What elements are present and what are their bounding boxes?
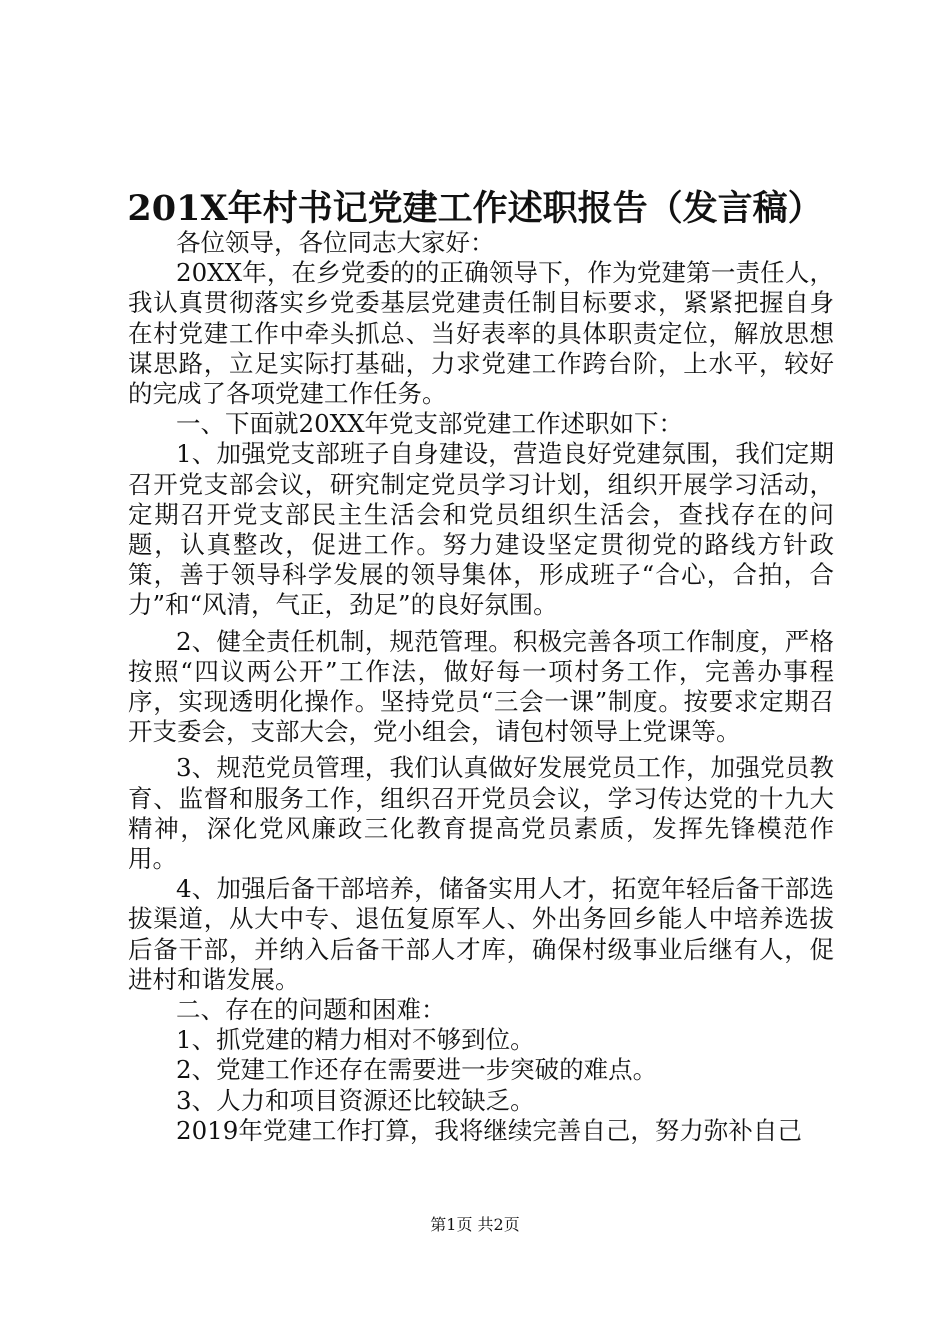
document-body — [128, 228, 834, 1146]
section-heading-2: 二、存在的问题和困难： — [176, 995, 446, 1025]
problem-item-3: 3、人力和项目资源还比较缺乏。 — [176, 1085, 535, 1115]
intro-paragraph: 20XX年，在乡党委的的正确领导下，作为党建第一责任人，我认真贯彻落实乡党委基层党建责任制目标要求，紧紧把握自身在村党建工作中牵头抓总、当好表率的具体职责定位，解放思想谋思路，立足实际打基础，力求党建工作跨台阶，上水平，较好的完成了各项党建工作任务。 — [128, 258, 834, 409]
problem-item-1: 1、抓党建的精力相对不够到位。 — [176, 1025, 535, 1055]
section-heading-1: 一、下面就20XX年党支部党建工作述职如下： — [176, 409, 684, 439]
item-paragraph-3: 3、规范党员管理，我们认真做好发展党员工作，加强党员教育、监督和服务工作，组织召开党员会议，学习传达党的十九大精神，深化党风廉政三化教育提高党员素质，发挥先锋模范作用。 — [128, 753, 834, 874]
plan-paragraph: 2019年党建工作打算，我将继续完善自己，努力弥补自己 — [176, 1115, 802, 1145]
item-paragraph-1: 1、加强党支部班子自身建设，营造良好党建氛围，我们定期召开党支部会议，研究制定党员学习计划，组织开展学习活动，定期召开党支部民主生活会和党员组织生活会，查找存在的问题，认真整改，促进工作。努力建设坚定贯彻党的路线方针政策，善于领导科学发展的领导集体，形成班子“合心，合拍，合力”和“风清，气正，劲足”的良好氛围。 — [128, 439, 834, 620]
document-title: 201X年村书记党建工作述职报告（发言稿） — [127, 188, 823, 229]
problem-item-2: 2、党建工作还存在需要进一步突破的难点。 — [176, 1055, 658, 1085]
page-number: 第1页 共2页 — [430, 1215, 520, 1234]
item-paragraph-4: 4、加强后备干部培养，储备实用人才，拓宽年轻后备干部选拔渠道，从大中专、退伍复原军人、外出务回乡能人中培养选拔后备干部，并纳入后备干部人才库，确保村级事业后继有人，促进村和谐发展。 — [128, 874, 834, 994]
greeting-paragraph: 各位领导，各位同志大家好： — [176, 228, 495, 257]
item-paragraph-2: 2、健全责任机制，规范管理。积极完善各项工作制度，严格按照“四议两公开”工作法，做好每一项村务工作，完善办事程序，实现透明化操作。坚持党员“三会一课”制度。按要求定期召开支委会，支部大会，党小组会，请包村领导上党课等。 — [128, 626, 834, 747]
